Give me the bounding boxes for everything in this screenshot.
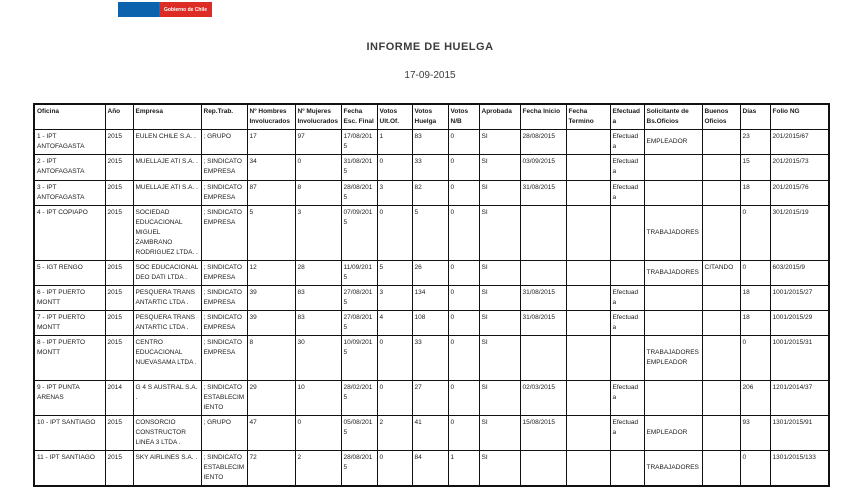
table-cell: 5: [247, 206, 295, 261]
table-cell: 11 - IPT SANTIAGO: [34, 451, 105, 487]
table-cell: 3 - IPT ANTOFAGASTA: [34, 181, 105, 206]
table-cell: 93: [740, 416, 770, 451]
table-cell: ; SINDICATO EMPRESA: [201, 286, 247, 311]
table-cell: SI: [479, 451, 520, 487]
table-cell: EMPLEADOR: [644, 130, 702, 155]
table-cell: [610, 336, 644, 381]
table-cell: 0: [448, 416, 479, 451]
table-row: [34, 206, 829, 261]
table-cell: 0: [448, 261, 479, 286]
table-cell: 7 - IPT PUERTO MONTT: [34, 311, 105, 336]
table-cell: EULEN CHILE S.A. .: [133, 130, 201, 155]
table-cell: [702, 416, 740, 451]
table-cell: 3: [295, 206, 341, 261]
table-cell: 47: [247, 416, 295, 451]
table-cell: 4 - IPT COPIAPO: [34, 206, 105, 261]
table-cell: 0: [377, 381, 412, 416]
table-cell: Efectuada: [610, 311, 644, 336]
table-cell: 83: [295, 286, 341, 311]
table-cell: 0: [740, 206, 770, 261]
table-cell: 03/09/2015: [520, 155, 566, 181]
table-cell: SI: [479, 311, 520, 336]
table-cell: [566, 130, 610, 155]
table-cell: 2015: [105, 451, 133, 487]
table-cell: 3: [377, 286, 412, 311]
huelga-table: [33, 103, 830, 487]
table-cell: 0: [377, 336, 412, 381]
table-cell: [702, 311, 740, 336]
table-cell: SI: [479, 261, 520, 286]
table-cell: [644, 181, 702, 206]
table-cell: 206: [740, 381, 770, 416]
table-cell: 05/08/2015: [341, 416, 377, 451]
table-cell: 97: [295, 130, 341, 155]
table-cell: 31/08/2015: [520, 311, 566, 336]
table-cell: [702, 451, 740, 487]
table-cell: 0: [740, 336, 770, 381]
table-cell: SI: [479, 286, 520, 311]
table-cell: 6 - IPT PUERTO MONTT: [34, 286, 105, 311]
logo-text: Gobierno de Chile: [163, 6, 208, 13]
table-cell: SI: [479, 416, 520, 451]
table-cell: 1201/2014/37: [770, 381, 829, 416]
table-cell: [566, 155, 610, 181]
table-cell: SI: [479, 381, 520, 416]
table-cell: 39: [247, 286, 295, 311]
table-cell: 0: [295, 155, 341, 181]
table-cell: [566, 206, 610, 261]
table-cell: ; GRUPO: [201, 130, 247, 155]
table-cell: 0: [377, 155, 412, 181]
table-cell: 2014: [105, 381, 133, 416]
table-cell: Efectuada: [610, 155, 644, 181]
table-cell: 39: [247, 311, 295, 336]
table-cell: 31/08/2015: [520, 286, 566, 311]
column-header: Empresa: [133, 104, 201, 130]
table-cell: 2: [295, 451, 341, 487]
table-cell: CONSORCIO CONSTRUCTOR LINEA 3 LTDA .: [133, 416, 201, 451]
table-cell: G 4 S AUSTRAL S.A. .: [133, 381, 201, 416]
table-cell: 28: [295, 261, 341, 286]
column-header: Buenos Oficios: [702, 104, 740, 130]
table-cell: ; SINDICATO EMPRESA: [201, 336, 247, 381]
logo-flag-blue: [118, 2, 159, 17]
table-cell: [566, 181, 610, 206]
table-cell: 0: [448, 155, 479, 181]
table-cell: 28/08/2015: [341, 181, 377, 206]
report-date: 17-09-2015: [404, 70, 456, 81]
table-cell: 29: [247, 381, 295, 416]
table-cell: 201/2015/76: [770, 181, 829, 206]
table-cell: 23: [740, 130, 770, 155]
table-cell: 2015: [105, 155, 133, 181]
table-cell: SI: [479, 181, 520, 206]
table-cell: 603/2015/9: [770, 261, 829, 286]
table-header: [34, 104, 829, 130]
table-row: [34, 381, 829, 416]
table-cell: ; SINDICATO EMPRESA: [201, 181, 247, 206]
table-cell: 31/08/2015: [520, 181, 566, 206]
gobierno-de-chile-logo: [118, 2, 212, 17]
column-header: Votos Huelga: [412, 104, 448, 130]
table-cell: [566, 311, 610, 336]
table-cell: [520, 206, 566, 261]
table-cell: 1301/2015/133: [770, 451, 829, 487]
table-cell: 11/09/2015: [341, 261, 377, 286]
table-cell: 34: [247, 155, 295, 181]
table-cell: 4: [377, 311, 412, 336]
table-cell: 0: [448, 181, 479, 206]
table-cell: TRABAJADORES: [644, 206, 702, 261]
table-cell: Efectuada: [610, 286, 644, 311]
table-cell: [702, 130, 740, 155]
table-cell: 301/2015/19: [770, 206, 829, 261]
table-cell: 02/03/2015: [520, 381, 566, 416]
table-cell: 0: [740, 451, 770, 487]
table-cell: 41: [412, 416, 448, 451]
table-cell: 33: [412, 336, 448, 381]
table-cell: 2015: [105, 286, 133, 311]
table-cell: [566, 381, 610, 416]
table-cell: [644, 155, 702, 181]
table-row: [34, 286, 829, 311]
table-cell: 5: [377, 261, 412, 286]
table-cell: 0: [448, 206, 479, 261]
table-cell: 31/08/2015: [341, 155, 377, 181]
table-cell: [566, 261, 610, 286]
table-cell: 26: [412, 261, 448, 286]
strike-table-container: [33, 103, 828, 487]
table-cell: Efectuada: [610, 130, 644, 155]
column-header: Fecha Esc. Final: [341, 104, 377, 130]
table-cell: Efectuada: [610, 381, 644, 416]
table-cell: 18: [740, 286, 770, 311]
table-cell: 0: [377, 206, 412, 261]
table-cell: 18: [740, 311, 770, 336]
table-cell: 10 - IPT SANTIAGO: [34, 416, 105, 451]
table-cell: 1001/2015/27: [770, 286, 829, 311]
table-body: [34, 130, 829, 487]
table-cell: 8: [247, 336, 295, 381]
table-cell: TRABAJADORES: [644, 261, 702, 286]
table-cell: 87: [247, 181, 295, 206]
table-cell: TRABAJADORES: [644, 451, 702, 487]
table-cell: SI: [479, 336, 520, 381]
table-header-row: [34, 104, 829, 130]
table-cell: 83: [295, 311, 341, 336]
table-cell: [702, 155, 740, 181]
table-cell: SI: [479, 155, 520, 181]
table-cell: [566, 286, 610, 311]
column-header: Fecha Termino: [566, 104, 610, 130]
table-cell: 33: [412, 155, 448, 181]
table-cell: 201/2015/67: [770, 130, 829, 155]
table-cell: 2015: [105, 416, 133, 451]
logo-flag-red: [159, 2, 212, 17]
table-cell: TRABAJADORES EMPLEADOR: [644, 336, 702, 381]
table-cell: SI: [479, 206, 520, 261]
table-cell: 201/2015/73: [770, 155, 829, 181]
column-header: Rep.Trab.: [201, 104, 247, 130]
table-cell: Efectuada: [610, 416, 644, 451]
column-header: Folio NG: [770, 104, 829, 130]
table-cell: 15: [740, 155, 770, 181]
column-header: Días: [740, 104, 770, 130]
table-cell: ; SINDICATO EMPRESA: [201, 311, 247, 336]
page-title: INFORME DE HUELGA: [366, 41, 494, 53]
table-cell: 108: [412, 311, 448, 336]
table-cell: 15/08/2015: [520, 416, 566, 451]
column-header: Votos Ult.Of.: [377, 104, 412, 130]
table-cell: [610, 261, 644, 286]
table-row: [34, 155, 829, 181]
table-cell: 5 - IGT RENGO: [34, 261, 105, 286]
table-cell: 0: [377, 451, 412, 487]
table-cell: SOCIEDAD EDUCACIONAL MIGUEL ZAMBRANO RODRIGUEZ LTDA. .: [133, 206, 201, 261]
table-cell: [566, 416, 610, 451]
table-cell: 134: [412, 286, 448, 311]
table-cell: PESQUERA TRANS ANTARTIC LTDA .: [133, 286, 201, 311]
table-cell: 2 - IPT ANTOFAGASTA: [34, 155, 105, 181]
table-cell: 1: [448, 451, 479, 487]
table-cell: EMPLEADOR: [644, 416, 702, 451]
table-cell: 8: [295, 181, 341, 206]
column-header: Nº Mujeres Involucrados: [295, 104, 341, 130]
table-cell: ; SINDICATO ESTABLECIMIENTO: [201, 451, 247, 487]
table-cell: 2015: [105, 130, 133, 155]
column-header: Solicitante de Bs.Oficios: [644, 104, 702, 130]
table-cell: 10/09/2015: [341, 336, 377, 381]
table-cell: [702, 336, 740, 381]
table-row: [34, 261, 829, 286]
table-cell: 72: [247, 451, 295, 487]
table-cell: 2015: [105, 206, 133, 261]
table-cell: [520, 451, 566, 487]
table-cell: 0: [740, 261, 770, 286]
table-cell: 82: [412, 181, 448, 206]
table-row: [34, 416, 829, 451]
table-cell: 2015: [105, 261, 133, 286]
table-cell: 27: [412, 381, 448, 416]
table-cell: 28/02/2015: [341, 381, 377, 416]
table-cell: [644, 311, 702, 336]
table-cell: 1301/2015/91: [770, 416, 829, 451]
table-cell: 3: [377, 181, 412, 206]
table-cell: 1001/2015/31: [770, 336, 829, 381]
table-cell: PESQUERA TRANS ANTARTIC LTDA .: [133, 311, 201, 336]
table-cell: 0: [448, 286, 479, 311]
table-cell: 27/08/2015: [341, 286, 377, 311]
table-cell: 28/08/2015: [341, 451, 377, 487]
table-cell: [702, 381, 740, 416]
table-cell: 2015: [105, 336, 133, 381]
column-header: Fecha Inicio: [520, 104, 566, 130]
table-cell: ; SINDICATO EMPRESA: [201, 155, 247, 181]
table-cell: [520, 261, 566, 286]
table-cell: 17/08/2015: [341, 130, 377, 155]
column-header: Aprobada: [479, 104, 520, 130]
table-cell: [702, 206, 740, 261]
table-cell: SKY AIRLINES S.A. .: [133, 451, 201, 487]
table-cell: SOC EDUCACIONAL DEO DATI LTDA .: [133, 261, 201, 286]
table-cell: 1 - IPT ANTOFAGASTA: [34, 130, 105, 155]
table-cell: 28/08/2015: [520, 130, 566, 155]
table-cell: 12: [247, 261, 295, 286]
table-cell: 84: [412, 451, 448, 487]
table-cell: ; SINDICATO ESTABLECIMIENTO: [201, 381, 247, 416]
table-cell: MUELLAJE ATI S.A. .: [133, 155, 201, 181]
table-cell: 0: [448, 311, 479, 336]
table-row: [34, 336, 829, 381]
table-cell: 83: [412, 130, 448, 155]
table-row: [34, 181, 829, 206]
table-cell: CITANDO: [702, 261, 740, 286]
table-cell: 8 - IPT PUERTO MONTT: [34, 336, 105, 381]
table-cell: [644, 381, 702, 416]
table-cell: SI: [479, 130, 520, 155]
table-cell: [520, 336, 566, 381]
table-cell: 0: [448, 336, 479, 381]
table-row: [34, 451, 829, 487]
table-cell: CENTRO EDUCACIONAL NUEVASAMA LTDA .: [133, 336, 201, 381]
table-cell: 07/09/2015: [341, 206, 377, 261]
table-cell: 9 - IPT PUNTA ARENAS: [34, 381, 105, 416]
table-cell: 10: [295, 381, 341, 416]
table-cell: 0: [448, 130, 479, 155]
table-cell: MUELLAJE ATI S.A. .: [133, 181, 201, 206]
table-cell: 18: [740, 181, 770, 206]
column-header: Nº Hombres Involucrados: [247, 104, 295, 130]
table-cell: 1: [377, 130, 412, 155]
column-header: Efectuada: [610, 104, 644, 130]
table-cell: 1001/2015/29: [770, 311, 829, 336]
table-cell: [702, 181, 740, 206]
table-cell: [644, 286, 702, 311]
table-cell: ; SINDICATO EMPRESA: [201, 206, 247, 261]
table-cell: 17: [247, 130, 295, 155]
table-cell: 5: [412, 206, 448, 261]
table-cell: Efectuada: [610, 181, 644, 206]
table-cell: ; SINDICATO EMPRESA: [201, 261, 247, 286]
column-header: Año: [105, 104, 133, 130]
table-row: [34, 130, 829, 155]
table-cell: [610, 451, 644, 487]
table-cell: [566, 336, 610, 381]
column-header: Votos N/B: [448, 104, 479, 130]
table-cell: [610, 206, 644, 261]
table-cell: 2015: [105, 311, 133, 336]
table-cell: 2015: [105, 181, 133, 206]
table-cell: 2: [377, 416, 412, 451]
table-row: [34, 311, 829, 336]
table-cell: 0: [295, 416, 341, 451]
column-header: Oficina: [34, 104, 105, 130]
table-cell: 30: [295, 336, 341, 381]
table-cell: ; GRUPO: [201, 416, 247, 451]
table-cell: 27/08/2015: [341, 311, 377, 336]
table-cell: 0: [448, 381, 479, 416]
table-cell: [702, 286, 740, 311]
table-cell: [566, 451, 610, 487]
